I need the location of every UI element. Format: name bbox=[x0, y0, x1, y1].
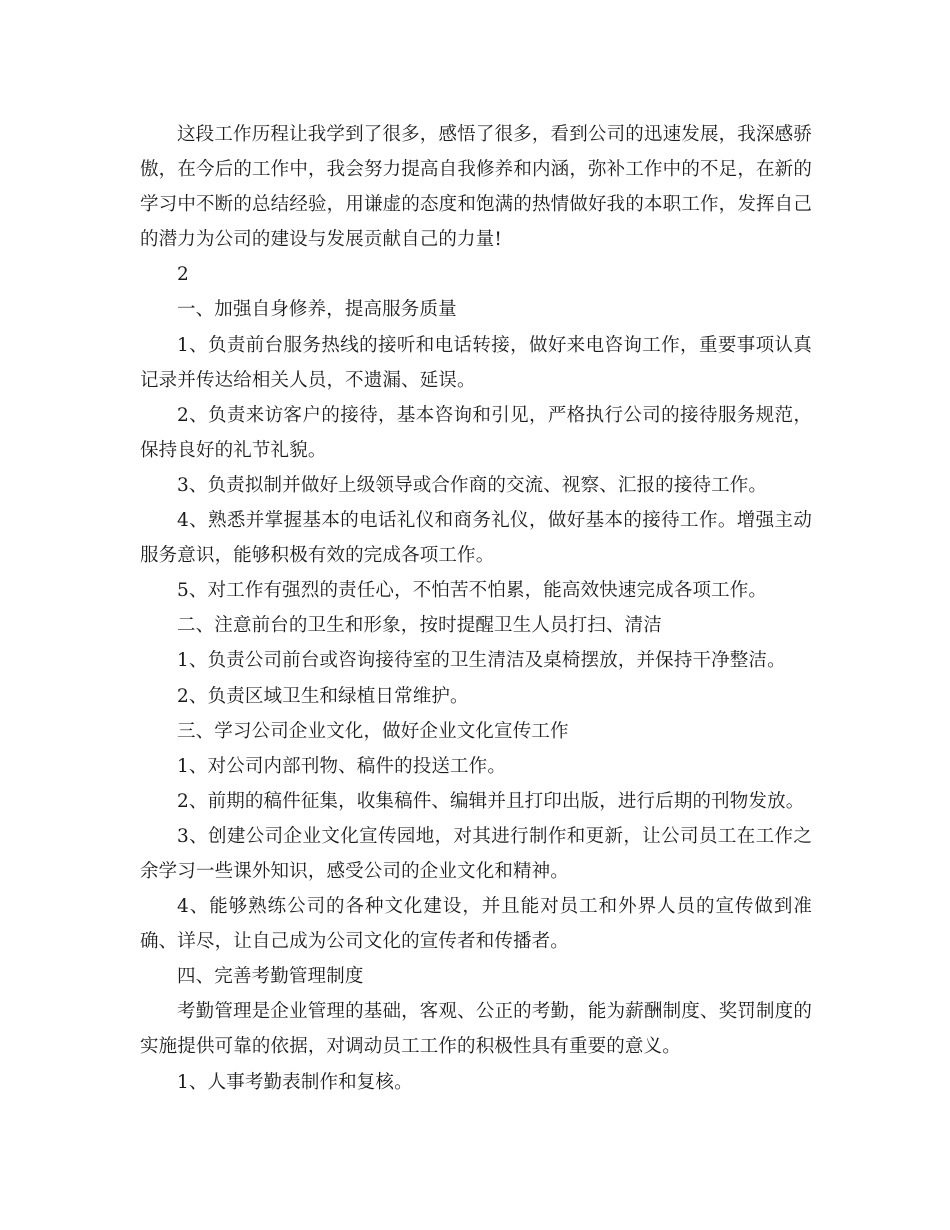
document-body bbox=[140, 117, 812, 1100]
section-number: 2 bbox=[177, 264, 189, 286]
paragraph-closing-summary: 这段工作历程让我学到了很多，感悟了很多，看到公司的迅速发展，我深感骄傲，在今后的工作中，我会努力提高自我修养和内涵，弥补工作中的不足，在新的学习中不断的总结经验，用谦虚的态度和饱满的热情做好我的本职工作，发挥自己的潜力为公司的建设与发展贡献自己的力量! bbox=[140, 124, 812, 251]
list-item: 1、负责公司前台或咨询接待室的卫生清洁及桌椅摆放，并保持干净整洁。 bbox=[177, 650, 786, 672]
list-item: 2、前期的稿件征集，收集稿件、编辑并且打印出版，进行后期的刊物发放。 bbox=[177, 790, 805, 812]
list-item: 4、能够熟练公司的各种文化建设，并且能对员工和外界人员的宣传做到准确、详尽，让自己成为公司文化的宣传者和传播者。 bbox=[140, 896, 812, 953]
section-heading-2: 二、注意前台的卫生和形象，按时提醒卫生人员打扫、清洁 bbox=[177, 615, 662, 637]
list-item: 1、对公司内部刊物、稿件的投送工作。 bbox=[177, 755, 506, 777]
list-item: 2、负责区域卫生和绿植日常维护。 bbox=[177, 685, 469, 707]
section-heading-4: 四、完善考勤管理制度 bbox=[177, 966, 364, 988]
section-heading-1: 一、加强自身修养，提高服务质量 bbox=[177, 299, 457, 321]
list-item: 1、人事考勤表制作和复核。 bbox=[177, 1071, 413, 1093]
paragraph-attendance-intro: 考勤管理是企业管理的基础，客观、公正的考勤，能为薪酬制度、奖罚制度的实施提供可靠的依据，对调动员工工作的积极性具有重要的意义。 bbox=[140, 1001, 812, 1058]
list-item: 3、负责拟制并做好上级领导或合作商的交流、视察、汇报的接待工作。 bbox=[177, 474, 768, 496]
list-item: 4、熟悉并掌握基本的电话礼仪和商务礼仪，做好基本的接待工作。增强主动服务意识，能够积极有效的完成各项工作。 bbox=[140, 510, 812, 567]
list-item: 1、负责前台服务热线的接听和电话转接，做好来电咨询工作，重要事项认真记录并传达给相关人员，不遗漏、延误。 bbox=[140, 334, 812, 391]
list-item: 5、对工作有强烈的责任心，不怕苦不怕累，能高效快速完成各项工作。 bbox=[177, 580, 768, 602]
list-item: 2、负责来访客户的接待，基本咨询和引见，严格执行公司的接待服务规范，保持良好的礼节礼貌。 bbox=[140, 404, 812, 461]
list-item: 3、创建公司企业文化宣传园地，对其进行制作和更新，让公司员工在工作之余学习一些课外知识，感受公司的企业文化和精神。 bbox=[140, 825, 812, 882]
section-heading-3: 三、学习公司企业文化，做好企业文化宣传工作 bbox=[177, 720, 569, 742]
